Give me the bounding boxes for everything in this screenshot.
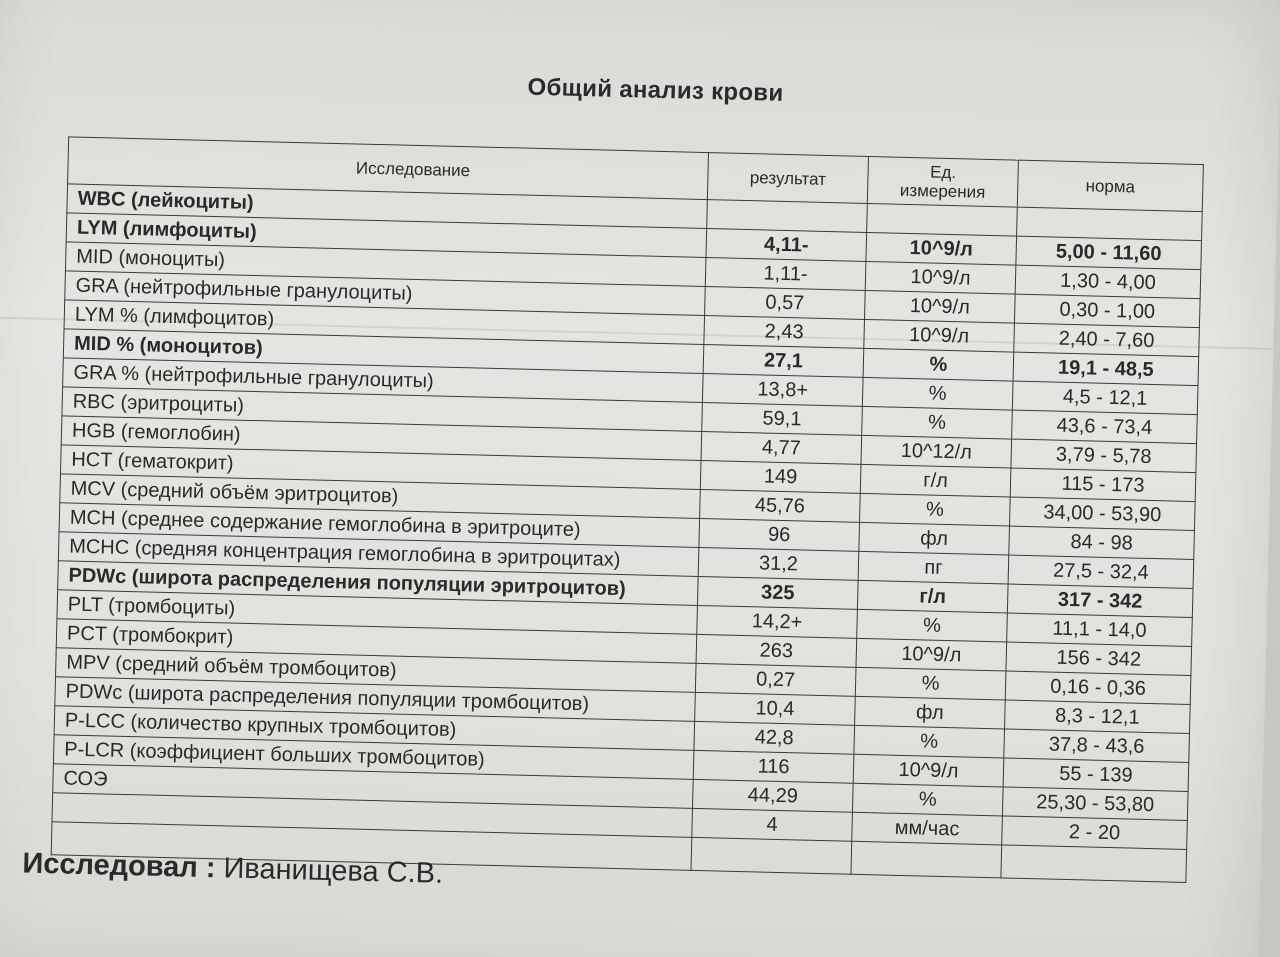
cell-norm: 19,1 - 48,5 — [1013, 352, 1199, 386]
cell-unit: 10^9/л — [865, 261, 1016, 294]
cell-study-name: GRA % (нейтрофильные гранулоциты) — [63, 358, 704, 403]
cell-study-name: MCHC (средняя концентрация гемоглобина в эритроцитах) — [58, 532, 699, 577]
cell-unit: 10^9/л — [853, 754, 1004, 787]
cell-result: 1,11- — [705, 258, 866, 291]
cell-unit: г/л — [860, 464, 1011, 497]
cell-result: 96 — [699, 518, 860, 551]
page-title: Общий анализ крови — [527, 73, 784, 107]
cell-unit: % — [857, 609, 1008, 642]
cell-unit: % — [852, 783, 1003, 816]
cell-result: 2,43 — [704, 316, 865, 349]
cell-norm — [1017, 207, 1203, 241]
cell-norm: 156 - 342 — [1006, 642, 1192, 676]
cell-result: 149 — [700, 460, 861, 493]
cell-result: 116 — [693, 750, 854, 783]
cell-unit: пг — [858, 551, 1009, 584]
cell-norm: 84 - 98 — [1009, 526, 1195, 560]
cell-study-name: MCH (среднее содержание гемоглобина в эритроците) — [59, 503, 700, 548]
cell-study-name: PCT (тромбокрит) — [56, 619, 697, 664]
cell-norm: 11,1 - 14,0 — [1007, 613, 1193, 647]
cell-norm: 1,30 - 4,00 — [1015, 265, 1201, 299]
cell-unit: 10^9/л — [864, 290, 1015, 323]
cell-result: 44,29 — [692, 779, 853, 812]
cell-unit: % — [862, 377, 1013, 410]
cell-study-name: WBC (лейкоциты) — [67, 184, 708, 229]
cell-unit: 10^9/л — [866, 232, 1017, 265]
header-study: Исследование — [68, 137, 709, 200]
cell-unit: фл — [859, 522, 1010, 555]
cell-result: 0,57 — [705, 287, 866, 320]
cell-unit: % — [854, 725, 1005, 758]
results-table-wrapper — [51, 136, 1203, 883]
cell-unit: % — [862, 406, 1013, 439]
cell-study-name: PDWc (широта распределения популяции эритроцитов) — [58, 561, 699, 606]
cell-result: 325 — [697, 576, 858, 609]
cell-unit: мм/час — [852, 812, 1003, 845]
cell-norm: 25,30 - 53,80 — [1002, 787, 1188, 821]
cell-norm: 0,16 - 0,36 — [1005, 671, 1191, 705]
cell-result: 263 — [696, 634, 857, 667]
empty-cell — [691, 837, 852, 874]
cell-study-name: P-LCR (коэффициент больших тромбоцитов) — [53, 735, 694, 780]
cell-norm: 2,40 - 7,60 — [1014, 323, 1200, 357]
cell-unit: % — [855, 667, 1006, 700]
cell-study-name: СОЭ — [53, 764, 694, 809]
cell-study-name: RBC (эритроциты) — [62, 387, 703, 432]
cell-study-name: MCV (средний объём эритроцитов) — [60, 474, 701, 519]
cell-norm: 34,00 - 53,90 — [1009, 497, 1195, 531]
cell-study-name: PDWc (широта распределения популяции тромбоцитов) — [55, 677, 696, 722]
results-table — [51, 136, 1204, 883]
cell-norm: 8,3 - 12,1 — [1005, 700, 1191, 734]
cell-result: 0,27 — [695, 663, 856, 696]
header-units-line1: Ед. — [929, 162, 957, 183]
cell-unit: 10^9/л — [864, 319, 1015, 352]
cell-study-name: HCT (гематокрит) — [60, 445, 701, 490]
cell-result: 13,8+ — [702, 373, 863, 406]
cell-unit: % — [860, 493, 1011, 526]
cell-study-name: LYM (лимфоциты) — [66, 213, 707, 258]
signature-name: Иванищева С.В. — [223, 852, 444, 890]
cell-study-name: HGB (гемоглобин) — [61, 416, 702, 461]
cell-norm: 3,79 - 5,78 — [1011, 439, 1197, 473]
cell-unit: фл — [855, 696, 1006, 729]
cell-result: 45,76 — [700, 489, 861, 522]
cell-result — [707, 200, 868, 233]
cell-study-name: PLT (тромбоциты) — [57, 590, 698, 635]
cell-study-name: P-LCC (количество крупных тромбоцитов) — [54, 706, 695, 751]
cell-unit: % — [863, 348, 1014, 381]
cell-study-name: MPV (средний объём тромбоцитов) — [56, 648, 697, 693]
cell-result: 4 — [692, 808, 853, 841]
cell-study-name: MID % (моноцитов) — [63, 329, 704, 374]
cell-result: 31,2 — [698, 547, 859, 580]
signature-label: Исследовал : — [22, 847, 216, 885]
empty-cell — [1001, 845, 1187, 883]
table-body — [51, 184, 1202, 883]
cell-norm: 2 - 20 — [1002, 816, 1188, 850]
cell-result: 14,2+ — [697, 605, 858, 638]
cell-norm: 4,5 - 12,1 — [1012, 381, 1198, 415]
header-norm: норма — [1017, 160, 1203, 212]
cell-norm: 55 - 139 — [1003, 758, 1189, 792]
cell-unit: 10^9/л — [856, 638, 1007, 671]
header-result: результат — [707, 153, 868, 204]
cell-norm: 43,6 - 73,4 — [1012, 410, 1198, 444]
header-units-line2: измерения — [899, 180, 986, 202]
cell-result: 42,8 — [694, 721, 855, 754]
cell-unit: г/л — [857, 580, 1008, 613]
cell-norm: 37,8 - 43,6 — [1004, 729, 1190, 763]
cell-norm: 317 - 342 — [1007, 584, 1193, 618]
cell-norm: 27,5 - 32,4 — [1008, 555, 1194, 589]
cell-norm: 5,00 - 11,60 — [1016, 236, 1202, 270]
cell-result: 4,77 — [701, 431, 862, 464]
cell-result: 10,4 — [695, 692, 856, 725]
cell-unit: 10^12/л — [861, 435, 1012, 468]
cell-result: 59,1 — [702, 402, 863, 435]
cell-study-name: LYM % (лимфоцитов) — [64, 300, 705, 345]
cell-norm: 115 - 173 — [1010, 468, 1196, 502]
empty-cell — [851, 841, 1002, 878]
cell-study-name: MID (моноциты) — [65, 242, 706, 287]
cell-unit — [867, 203, 1018, 236]
cell-result: 27,1 — [703, 345, 864, 378]
cell-norm: 0,30 - 1,00 — [1014, 294, 1200, 328]
cell-result: 4,11- — [706, 229, 867, 262]
header-units — [867, 156, 1018, 207]
cell-study-name: GRA (нейтрофильные гранулоциты) — [65, 271, 706, 316]
